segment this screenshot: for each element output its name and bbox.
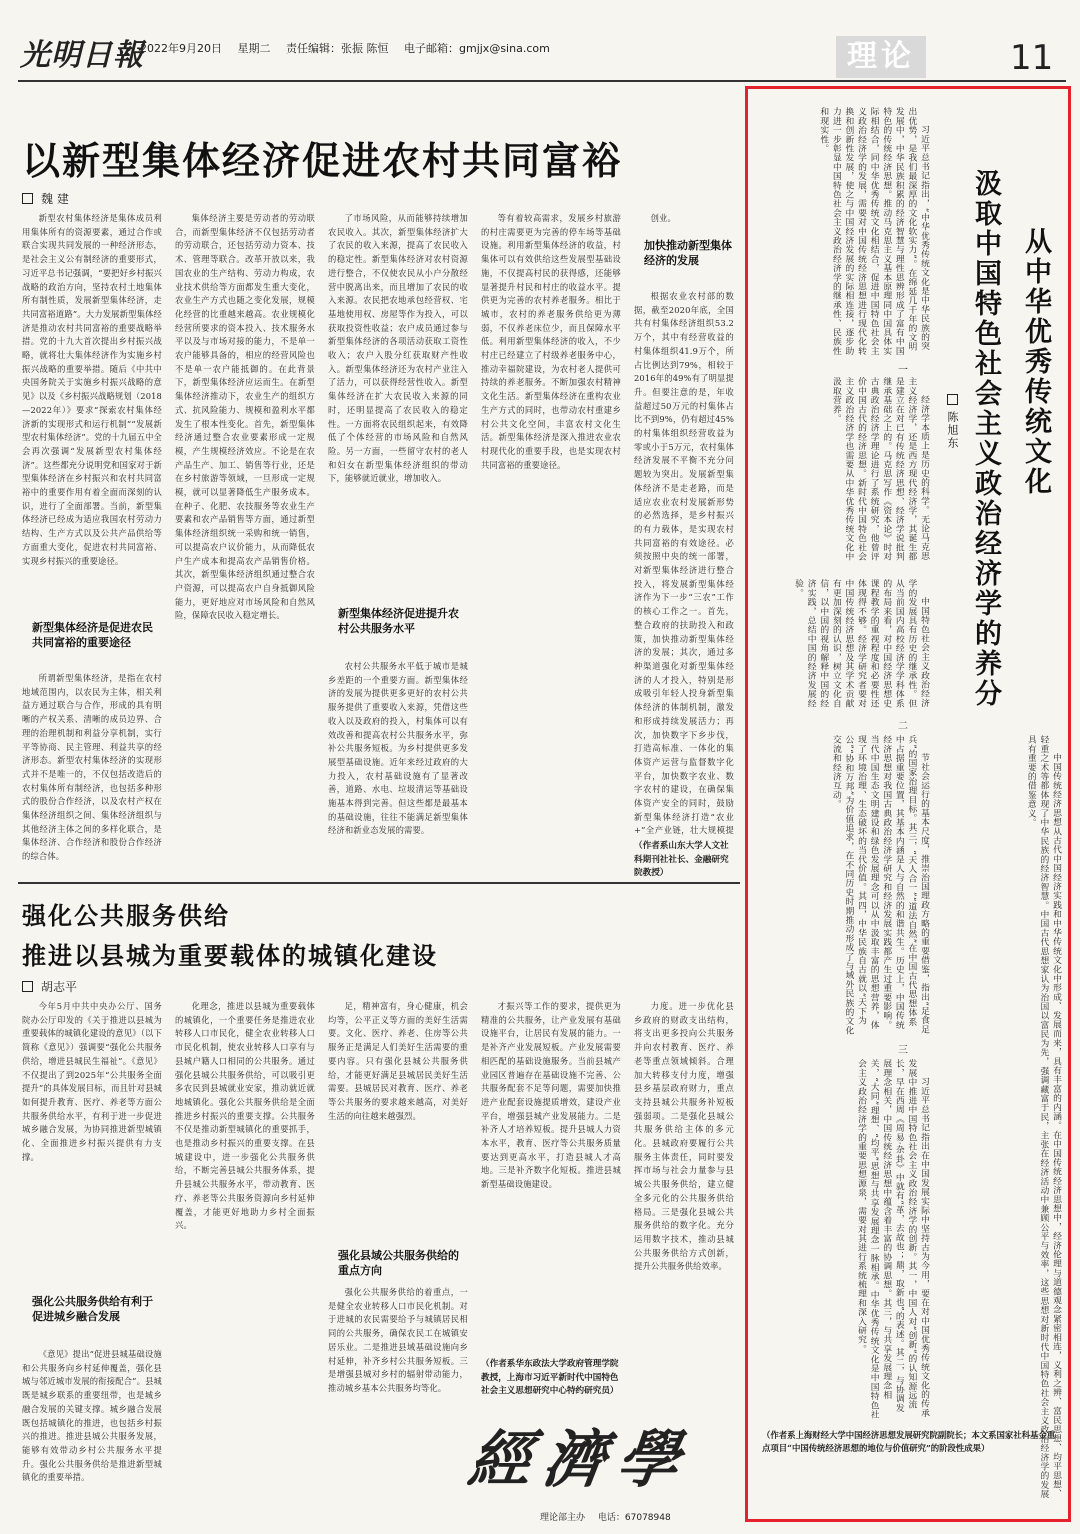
article1-para: 新型农村集体经济是集体成员利用集体所有的资源要素，通过合作或联合实现共同发展的一种经济形态，是社会主义公有制经济的重要形式，习近平总书记强调，“要把好乡村振兴战略的政治方向，坚持农村土地集体所有制性质，发展新型集体经济，走共同富裕道路”。大力发展新型集体经济是推动农村共同富裕的重要战略举措。党的十九大首次提出乡村振兴战略，就将壮大集体经济作为实施乡村振兴战略的重要举措。随后《中共中央国务院关于实施乡村振兴战略的意见》以及《乡村振兴战略规划（2018—2022年）》要求“探索农村集体经济新的实现形式和运行机制”“发展新型农村集体经济”。党的十九届五中全会再次强调“发展新型农村集体经济”。这些都充分说明党和国家对于新型集体经济在乡村振兴和农村共同富裕中的重要作用有着全面而深刻的认识，进行了全面部署。当前，新型集体经济已经成为适应我国农村劳动力结构、生产方式以及公共产品供给等方面重大变化，促进农村共同富裕、实现乡村振兴的重要途径。 xyxy=(22,213,162,566)
article3-para: 习近平总书记指出，“中华优秀传统文化是中华民族的突出优势，是我们最深厚的文化软实力”。在绵延几千年的文明发展中，中华民族积累的经济智慧与理性思辨形成了富有中国特色的传统经济思想。推动马克思主义基本原理同中国具体实际相结合，同中华优秀传统文化相结合，促进中国特色社会主义政治经济学的发展，需要对中国传统经济思想进行现代化转换和创新性发展，使之与中国经济发展的实际相连接，逐步助力进一步彰显中国特色社会主义政治经济学的继承性、民族性和现实性。 xyxy=(818,107,929,356)
article2-column-4 xyxy=(481,1000,621,1352)
article3-title-line1: 从中华优秀传统文化 xyxy=(1020,227,1051,497)
article2-column-2 xyxy=(175,1000,315,1508)
article2-para: 力度。进一步优化县乡政府的财政支出结构，将支出更多投向公共服务并向农村教育、医疗、养老等重点领域倾斜。合理加大转移支付力度，增强县乡基层政府财力，重点支持县城公共服务补短板强弱项。二是强化县城公共服务供给主体的多元化。县城政府要履行公共服务主体责任，同时要发挥市场与社会力量参与县城公共服务供给，建立健全多元化的公共服务供给格局。三是强化县城公共服务供给的数字化。充分运用数字技术，推动县城公共服务供给方式创新，提升公共服务供给效率。 xyxy=(634,1001,734,1272)
article-divider xyxy=(18,882,740,884)
newspaper-logo: 光明日報 xyxy=(20,38,144,73)
article2-para: 足，精神富有，身心健康，机会均等，公平正义等方面的美好生活需要。文化、医疗、养老、住房等公共服务正是满足人们美好生活需要的重要内容。只有强化县城公共服务供给，才能更好满足县城居民美好生活需要。县城居民对教育、医疗、养老等公共服务的要求越来越高，对美好生活的向往越来越强烈。 xyxy=(328,1001,468,1121)
article2-para: 今年5月中共中央办公厅、国务院办公厅印发的《关于推进以县城为重要载体的城镇化建设的意见》（以下简称《意见》）强调要“强化公共服务供给，增进县城民生福祉”。《意见》不仅提出了到2025年“公共服务全面提升”的具体发展目标，而且针对县城如何提升教育、医疗、养老等方面公共服务供给水平，有利于进一步促进城乡融合发展，为协同推进新型城镇化、全面推进乡村振兴提供有力支撑。 xyxy=(22,1001,162,1162)
header-rule xyxy=(18,80,1066,82)
section-mark-2: 二 xyxy=(898,721,908,732)
article3-para: 中国特色社会主义政治经济学的发展具有历史的继承性。但从当前国内高校经济学学科体系的布局来看，对中国经济思想史课程教学的重视程度和必要性还体现得不够。经济学研究者要对中国传统经济思想及其学术贡献有更加深刻的认识，树立文化自信，以中国的视角解释中国的经济实践，总结中国的经济发展经验。 xyxy=(793,579,929,708)
article1-para: 等有着较高需求，发展乡村旅游的村庄需要更为完善的停车场等基础设施。利用新型集体经济的收益，村集体可以有效供给这些发展型基础设施，不仅提高村民的获得感，还能够显著提升村民和村庄的收益水平。提供更为完善的农村养老服务。相比于城市，农村的养老服务供给更为薄弱，不仅养老床位少，而且保障水平低。利用新型集体经济的收入，不少村庄已经建立了村级养老服务中心，推动幸福院建设，为农村老人提供可持续的养老服务。不断加强农村精神文化生活。新型集体经济在重构农业生产方式的同时，也带动农村重建乡村公共文化空间，丰富农村文化生活。新型集体经济是深入推进农业农村现代化的重要手段，也是实现农村共同富裕的重要途径。 xyxy=(481,213,621,470)
article1-author-note: （作者系山东大学人文社科期刊社社长、金融研究院教授） xyxy=(634,841,729,878)
article2-byline xyxy=(22,978,77,995)
issue-weekday: 星期二 xyxy=(237,42,271,55)
section-mark-3: 三 xyxy=(898,1045,908,1056)
page-footer xyxy=(540,1510,671,1523)
article1-subhead-1: 新型集体经济是促进农民共同富裕的重要途径 xyxy=(32,621,153,649)
article2-para: 化理念，推进以县城为重要载体的城镇化，一个重要任务是推进农业转移人口市民化，健全农业转移人口市民化机制，使农业转移人口享有与县城户籍人口相同的公共服务。通过强化县城公共服务供给，可以吸引更多农民到县城就业安家，推动就近就地城镇化。强化公共服务供给是全面推进乡村振兴的重要支撑。公共服务不仅是推动新型城镇化的重要抓手，也是推动乡村振兴的重要支撑。在县城建设中，进一步强化公共服务供给，不断完善县城公共服务体系，提升县城公共服务水平，带动教育、医疗、养老等公共服务资源向乡村延伸覆盖，才能更好地助力乡村全面振兴。 xyxy=(175,1001,315,1231)
featured-article-box xyxy=(745,86,1071,1522)
article3-part1b xyxy=(762,579,930,709)
article2-column-1b xyxy=(22,1348,162,1508)
article3-para: 经济学本质上是历史的科学。无论马克思主义经济学，还是西方现代经济学，其诞生都是建立在对已有传统经济思想、经济学说批判继承基础之上的。马克思写作《资本论》时对古典政治经济学理论进行了系统研究，他曾评价中国古代的经济思想。新时代中国特色社会主义政治经济学也需要从中华优秀传统文化中汲取营养。 xyxy=(830,377,929,561)
section-mark-1: 一 xyxy=(898,365,908,376)
article2-title-line2: 推进以县城为重要载体的城镇化建设 xyxy=(22,941,438,970)
article2-column-3b xyxy=(328,1286,468,1508)
article3-para: 习近平总书记指出在中国发展实际中坚持古为今用，要在对中国优秀传统文化的传承发展中推进中国特色社会主义政治经济学的创新。其一，中国人对“创新”的认知源远流长，早在西周《周易·杂卦》中就有“革，去故也；鼎，取新也”的表述。其二，与协调发展理念相关，中国传统经济思想中蕴含着丰富的协调思想。其三，与共享发展理念相关，“大同”理想、“均平”思想与共享发展理念一脉相承。中华优秀传统文化是中国特色社会主义政治经济学的重要思想源泉，需要对其进行系统梳理和深入研究。 xyxy=(856,1059,929,1419)
article1-para: 根据农业农村部的数据，截至2020年底，全国共有村集体经济组织53.2万个，其中有经营收益的村集体组织41.9万个，所占比例达到79%，相较于2016年的49%有了明显提升。但要注意的是，年收益超过50万元的村集体占比不到9%，仍有超过45%的村集体组织经营收益为零或小于5万元，农村集体经济发展不平衡不充分问题较为突出。发展新型集体经济不是走老路，而是适应农业农村发展新形势的必然选择，是乡村振兴的有力载体，是实现农村共同富裕的有效途径。必须按照中央的统一部署，对新型集体经济进行整合投入，将发展新型集体经济作为下一步“三农”工作的核心工作之一。首先，整合政府的扶助投入和政策，加快推动新型集体经济的发展；其次，通过多种渠道强化对新型集体经济的人才投入，特别是形成吸引年轻人投身新型集体经济的体制机制，激发和形成持续发展活力；再次，加快数字下乡步伐，打造高标准、一体化的集体资产运营与监督数字化平台，加快数字农业、数字农村的建设，在确保集体资产安全的同时，鼓励新型集体经济打造“农业+”全产业链，壮大规模提 xyxy=(634,291,734,836)
article1-title: 以新型集体经济促进农村共同富裕 xyxy=(22,138,623,183)
byline-box-icon xyxy=(947,394,958,405)
article2-column-1 xyxy=(22,1000,162,1286)
article2-subhead-1: 强化公共服务供给有利于促进城乡融合发展 xyxy=(32,1295,153,1323)
editor-email: 电子邮箱：gmjjx@sina.com xyxy=(404,42,550,55)
byline-box-icon xyxy=(22,981,33,992)
editors: 责任编辑：张振 陈恒 xyxy=(286,42,389,55)
article3-part1 xyxy=(762,377,930,567)
article2-title-line1: 强化公共服务供给 xyxy=(22,901,230,930)
article3-part2 xyxy=(936,735,1062,1505)
masthead xyxy=(0,0,1080,88)
article1-subhead-3: 新型集体经济促进提升农村公共服务水平 xyxy=(338,607,459,635)
article3-part2b xyxy=(762,735,930,1035)
issue-info xyxy=(140,40,562,56)
article2-para: 《意见》提出“促进县城基础设施和公共服务向乡村延伸覆盖，强化县城与邻近城市发展的衔接配合”。县城既是城乡联系的重要纽带，也是城乡融合发展的关键支撑。城乡融合发展既包括城镇化的推进，也包括乡村振兴的推进。推进县城公共服务发展，能够有效带动乡村公共服务水平提升。强化公共服务供给是推进新型城镇化的重要举措。 xyxy=(22,1349,162,1483)
article1-para: 所谓新型集体经济，是指在农村地域范围内，以农民为主体，相关利益方通过联合与合作，形成的具有明晰的产权关系、清晰的成员边界、合理的治理机制和利益分享机制，实行平等协商、民主管理、利益共享的经济形态。新型农村集体经济的实现形式并不是唯一的，不仅包括改造后的农村集体所有制经济，也包括多种形式的股份合作经济，以及农村产权在集体经济组织之间、集体经济组织与其他经济主体之间的多样化联合，是集体经济、合作经济和股份合作经济的综合体。 xyxy=(22,673,162,862)
article1-column-3 xyxy=(328,212,468,608)
issue-date: 2022年9月20日 xyxy=(140,42,222,55)
article2-author: 胡志平 xyxy=(41,980,78,994)
article3-part3 xyxy=(762,1059,930,1419)
column-calligraphy-logo: 經濟學 xyxy=(464,1423,697,1496)
article1-subhead-4: 加快推动新型集体经济的发展 xyxy=(644,239,732,267)
article2-subhead-3: 强化县域公共服务供给的重点方向 xyxy=(338,1249,459,1277)
article1-column-5 xyxy=(634,290,734,836)
article1-column-3b xyxy=(328,660,468,872)
article1-column-2 xyxy=(175,212,315,872)
article2-para: 才振兴等工作的要求，提供更为精准的公共服务，让产业发展有基础设施平台，让居民有发展的能力。一是补齐产业发展短板。产业发展需要相匹配的基础设施服务。当前县城产业园区普遍存在基础设施不完善、公共服务配套不足等问题，需要加快推进产业配套设施提质增效，建设产业平台，增强县城产业发展能力。二是补齐人才培养短板。提升县城人力资本水平，教育、医疗等公共服务质量要达到更高水平，打造县城人才高地。三是补齐数字化短板。推进县城新型基础设施建设。 xyxy=(481,1001,621,1190)
byline-box-icon xyxy=(22,193,33,204)
article3-byline xyxy=(944,394,960,450)
article3-title-line2: 汲取中国特色社会主义政治经济学的养分 xyxy=(970,169,1001,709)
article3-para: 中国传统经济思想从古代中国经济实践和中华传统文化中形成、发展而来，具有丰富的内涵。在中国传统经济思想中，经济伦理与道德观念紧密相连，义利之辨、富民思想、均平思想、轻重之术等都体现了中华民族的经济智慧。中国古代思想家认为治国以富民为先，强调藏富于民，主张在经济活动中兼顾公平与效率，这些思想对新时代中国特色社会主义政治经济学的发展具有重要的借鉴意义。 xyxy=(1025,735,1061,1499)
article1-column-5-top xyxy=(634,212,734,232)
footer-phone: 电话：67078948 xyxy=(597,1513,671,1523)
article3-author-note: （作者系上海财经大学中国经济思想发展研究院副院长；本文系国家社科基金重点项目“中国传统经济思想的地位与价值研究”的阶段性成果） xyxy=(762,1430,1056,1453)
article1-para: 集体经济主要是劳动者的劳动联合，而新型集体经济不仅包括劳动者的劳动联合，还包括劳动力资本、技术、管理等联合。改革开放以来，我国农业的生产结构、劳动力构成，农业技术供给等方面都发生重大变化，农业生产方式也随之变化发展，规模化经营的比重越来越高。农业规模化经营所要求的资本投入、技术服务水平以及与市场对接的能力，不是单一农户能够具备的，相应的经营风险也不是单一农户能抵御的。在此背景下，新型集体经济应运而生。在新型集体经济推动下，农业生产的组织方式、抗风险能力、规模和盈利水平都发生了根本性变化。首先，新型集体经济通过整合农业要素形成一定规模，产生规模经济效应。不论是在农产品生产、加工、销售等行业，还是在乡村旅游等领域，一旦形成一定规模，就可以显著降低生产服务成本。在种子、化肥、农技服务等农业生产要素和农产品销售等方面，通过新型集体经济组织统一采购和统一销售，可以提高农户议价能力，从而降低农户生产成本和提高农产品销售价格。其次，新型集体经济组织通过整合农户资源，可以提高农户自身抵御风险能力，更好地应对市场风险和自然风险，保障农民收入稳定增长。 xyxy=(175,213,315,621)
article2-column-5 xyxy=(634,1000,734,1400)
article1-column-1 xyxy=(22,212,162,610)
article1-tail: 创业。 xyxy=(650,213,676,223)
article3-para: 节社会运行的基本尺度，推崇治国理政方略的重要借鉴，指出“足食足兵”的国家治理目标。其三，“天人合一”“道法自然”在中国古代思想体系中占据重要位置，其基本内涵是人与自然的和谐共生。历史上，中国传统经济思想对我国古典政治经济学研究和经济发展实践都产生过重要影响。当代中国生态文明建设和绿色发展理念可以从中汲取丰富的思想营养，体现了环境治理、生态破坏的当代价值。其四，中华民族自古就以“天下为公”“协和万邦”为价值追求，在不同历史时期推动形成了与域外民族的文化交流和经济互动。 xyxy=(830,735,929,1035)
article1-para: 了市场风险，从而能够持续增加农民收入。其次，新型集体经济扩大了农民的收入来源，提高了农民收入的稳定性。新型集体经济对农村资源进行整合，不仅使农民从小户分散经营中脱离出来，而且增加了农民的收入来源。农民把农地承包经营权、宅基地使用权、房屋等作为投入，可以获取投资性收益；农户成员通过参与新型集体经济的各项活动获取工资性收入；农户入股分红获取财产性收入。新型集体经济还为农村产业注入了活力，可以获得经营性收入。新型集体经济在扩大农民收入来源的同时，还明显提高了农民收入的稳定性。一方面将农民组织起来，有效降低了个体经营的市场风险和自然风险。另一方面，一些留守农村的老人和妇女在新型集体经济组织的带动下，能够就近就业，增加收入。 xyxy=(328,213,468,484)
page-number: 11 xyxy=(1010,38,1054,78)
article2-author-note: （作者系华东政法大学政府管理学院教授，上海市习近平新时代中国特色社会主义思想研究中心特约研究员） xyxy=(481,1359,619,1396)
footer-dept: 理论部主办 xyxy=(540,1513,586,1523)
article2-para: 强化公共服务供给的着重点，一是健全农业转移人口市民化机制。对于进城的农民需要给予与城镇居民相同的公共服务，确保农民工在城镇安居乐业。二是推进县域基础设施向乡村延伸，补齐乡村公共服务短板。三是增强县城对乡村的辐射带动能力，推动城乡基本公共服务均等化。 xyxy=(328,1287,468,1393)
article1-column-1b xyxy=(22,672,162,872)
article1-para: 农村公共服务水平低于城市是城乡差距的一个重要方面。新型集体经济的发展为提供更多更好的农村公共服务提供了重要收入来源，凭借这些收入以及政府的投入，村集体可以有效改善和提高农村公共服务水平，弥补公共服务短板。为乡村提供更多发展型基础设施。近年来经过政府的大力投入，农村基础设施有了显著改善，道路、水电、垃圾清运等基础设施基本得到完善。但这些都是最基本的基础设施，往往不能满足新型集体经济和新业态发展的需要。 xyxy=(328,661,468,836)
article2-column-3 xyxy=(328,1000,468,1240)
article1-column-4 xyxy=(481,212,621,872)
section-tag: 理论 xyxy=(836,36,926,78)
article3-author: 陈旭东 xyxy=(946,411,959,450)
article1-author: 魏 建 xyxy=(41,192,69,206)
article3-intro xyxy=(762,107,930,357)
article1-byline xyxy=(22,190,69,207)
